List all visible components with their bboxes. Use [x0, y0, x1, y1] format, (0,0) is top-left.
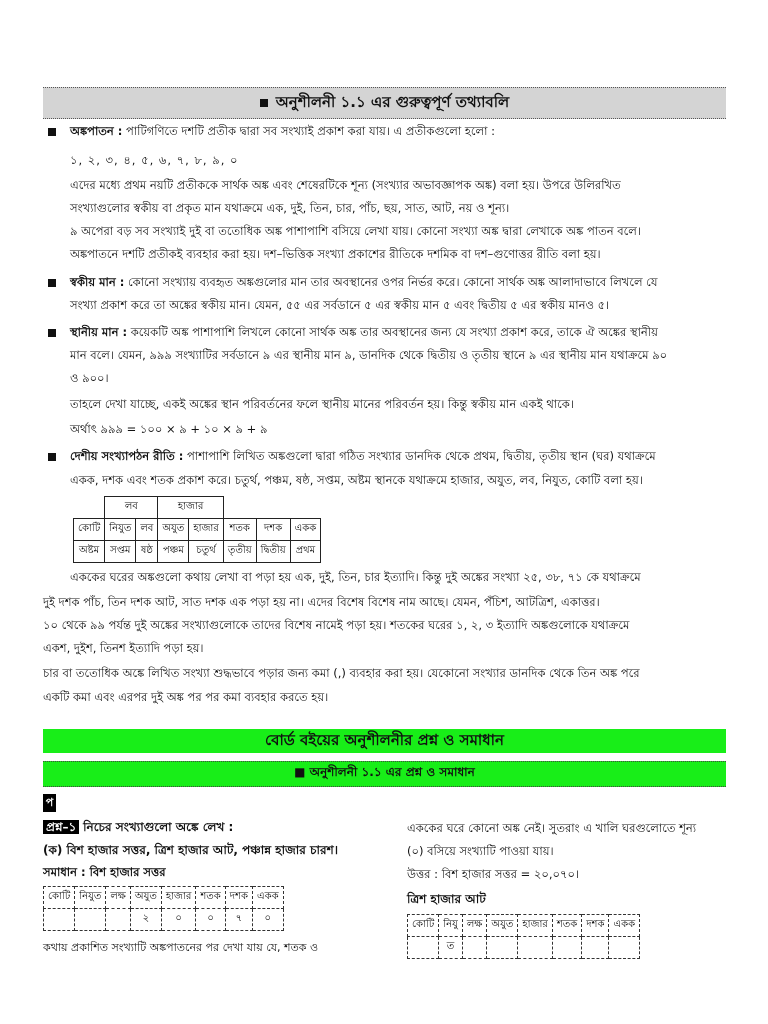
table-cell: লব [136, 519, 158, 541]
text: পাটিগণিতে দশটি প্রতীক দ্বারা সব সংখ্যাই প্রকাশ করা যায়। এ প্রতীকগুলো হলো : [122, 124, 495, 138]
paragraph: (০) বসিয়ে সংখ্যাটি পাওয়া যায়। [407, 844, 554, 858]
table-cell: নিযুত [75, 887, 106, 909]
table-cell [44, 909, 75, 931]
question-text: নিচের সংখ্যাগুলো অঙ্কে লেখ : [83, 820, 234, 834]
answer-line: উত্তর : বিশ হাজার সত্তর = ২০,০৭০। [407, 867, 580, 881]
bullet-swakiyo-man [70, 271, 730, 294]
table-cell: লক্ষ [462, 915, 487, 937]
section-header [43, 87, 726, 119]
table-cell: ৭ [225, 909, 252, 931]
table-cell: ০ [161, 909, 196, 931]
table-cell: কোটি [74, 519, 105, 541]
solution-label: সমাধান : বিশ হাজার সত্তর [43, 865, 166, 879]
paragraph: একক, দশক এবং শতক প্রকাশ করে। চতুর্থ, পঞ্চম, ষষ্ঠ, সপ্তম, অষ্টম স্থানকে যথাক্রমে হাজার, অযুত, লব, নিযুত, কোটি বলা হয়। [70, 473, 643, 487]
table-cell: হাজার [518, 915, 553, 937]
table-cell: নিযু [439, 915, 463, 937]
table-row [408, 915, 640, 937]
table-cell: লক্ষ [106, 887, 131, 909]
square-bullet-icon [260, 99, 268, 107]
table-cell: একক [609, 915, 640, 937]
solution-table-2 [407, 914, 640, 959]
place-value-table [73, 496, 321, 563]
table-cell: ২ [130, 909, 161, 931]
table-cell: অযুত [487, 915, 518, 937]
table-cell: চতুর্থ [189, 541, 224, 563]
question-badge: প্রশ্ন–১ [43, 820, 79, 834]
paragraph: দুই দশক পাঁচ, তিন দশক আট, সাত দশক এক পড়া হয় না। এদের বিশেষ বিশেষ নাম আছে। যেমন, পঁচিশ, আটত্রিশ, একাত্তর। [43, 595, 600, 609]
equation: অর্থাৎ ৯৯৯ = ১০০ × ৯ + ১০ × ৯ + ৯ [70, 422, 268, 436]
group-lakh: লব [105, 497, 158, 519]
table-cell: হাজার [189, 519, 224, 541]
table-cell [106, 909, 131, 931]
solution-table [43, 886, 284, 931]
table-cell: তৃতীয় [223, 541, 256, 563]
table-cell: কোটি [408, 915, 439, 937]
bullet-deshiyo-rit [70, 445, 730, 468]
digits-line: ১, ২, ৩, ৪, ৫, ৬, ৭, ৮, ৯, ০ [70, 153, 239, 167]
square-bullet-icon [48, 453, 56, 461]
paragraph: একশ, দুইশ, তিনশ ইত্যাদি পড়া হয়। [43, 641, 204, 655]
table-cell: শতক [223, 519, 256, 541]
table-cell: সপ্তম [105, 541, 136, 563]
table-cell: হাজার [161, 887, 196, 909]
paragraph: ৯ অপেরা বড় সব সংখ্যাই দুই বা ততোধিক অঙ্ক পাশাপাশি বসিয়ে লেখা যায়। কোনো সংখ্যা অঙ্ক দ্বারা লেখাকে অঙ্ক পাতন বলে। [70, 224, 641, 238]
table-cell: দ্বিতীয় [256, 541, 290, 563]
paragraph: ও ৯০০। [70, 371, 109, 385]
table-cell: দশক [256, 519, 290, 541]
table-cell: দশক [582, 915, 609, 937]
paragraph: কথায় প্রকাশিত সংখ্যাটি অঙ্কপাতনের পর দেখা যায় যে, শতক ও [43, 941, 319, 954]
paragraph: সংখ্যাগুলোর স্বকীয় বা প্রকৃত মান যথাক্রমে এক, দুই, তিন, চার, পাঁচ, ছয়, সাত, আট, নয় ও শূন্য। [70, 201, 510, 215]
table-row [408, 937, 640, 959]
table-cell: ০ [196, 909, 225, 931]
group-hazar: হাজার [158, 497, 223, 519]
table-cell: দশক [225, 887, 252, 909]
question-part-a: (ক) বিশ হাজার সত্তর, ত্রিশ হাজার আট, পঞ্চান্ন হাজার চারশ। [43, 843, 339, 857]
section-title: অনুশীলনী ১.১ এর গুরুত্বপূর্ণ তথ্যাবলি [275, 92, 510, 111]
paragraph: এককের ঘরে কোনো অঙ্ক নেই। সুতরাং এ খালি ঘরগুলোতে শূন্য [407, 821, 697, 835]
table-cell: অযুত [130, 887, 161, 909]
term: স্থানীয় মান : [70, 325, 128, 339]
term: স্বকীয় মান : [70, 275, 125, 289]
table-cell: একক [290, 519, 321, 541]
table-cell: ষষ্ঠ [136, 541, 158, 563]
text: পাশাপাশি লিখিত অঙ্কগুলো দ্বারা গঠিত সংখ্যার ডানদিক থেকে প্রথম, দ্বিতীয়, তৃতীয় স্থান (ঘর) যথাক্রমে [183, 449, 656, 463]
paragraph: সংখ্যা প্রকাশ করে তা অঙ্কের স্বকীয় মান। যেমন, ৫৫ এর সর্বডানে ৫ এর স্বকীয় মান ৫ এবং দ্বিতীয় ৫ এর স্বকীয় মানও ৫। [70, 298, 610, 312]
table-cell: শতক [552, 915, 581, 937]
table-cell: প্রথম [290, 541, 321, 563]
paragraph: চার বা ততোধিক অঙ্কে লিখিত সংখ্যা শুদ্ধভাবে পড়ার জন্য কমা (,) ব্যবহার করা হয়। যেকোনো সংখ্যার ডানদিক থেকে তিন অঙ্ক পরে [43, 666, 640, 680]
table-row [44, 887, 284, 909]
square-bullet-icon [48, 329, 56, 337]
table-cell: ০ [252, 909, 283, 931]
question-line [43, 817, 233, 837]
text: কোনো সংখ্যায় ব্যবহৃত অঙ্কগুলোর মান তার অবস্থানের ওপর নির্ভর করে। কোনো সার্থক অঙ্ক আলাদাভাবে লিখলে যে [124, 275, 658, 289]
table-cell: শতক [196, 887, 225, 909]
table-cell: নিযুত [105, 519, 136, 541]
table-row [74, 541, 321, 563]
square-bullet-icon [48, 128, 56, 136]
square-bullet-icon [48, 279, 56, 287]
table-cell: অষ্টম [74, 541, 105, 563]
table-row [74, 497, 321, 519]
paragraph: তাহলে দেখা যাচ্ছে, একই অঙ্কের স্থান পরিবর্তনের ফলে স্থানীয় মানের পরিবর্তন হয়। কিন্তু স্বকীয় মান একই থাকে। [70, 397, 574, 411]
bullet-sthaniyo-man [70, 321, 730, 344]
term: দেশীয় সংখ্যাপঠন রীতি : [70, 449, 184, 463]
text: কয়েকটি অঙ্ক পাশাপাশি লিখলে কোনো সার্থক অঙ্ক তার অবস্থানের জন্য যে সংখ্যা প্রকাশ করে, তাকে ঐ অঙ্কের স্থানীয় [127, 325, 658, 339]
paragraph: মান বলে। যেমন, ৯৯৯ সংখ্যাটির সর্বডানে ৯ এর স্থানীয় মান ৯, ডানদিক থেকে দ্বিতীয় ও তৃতীয় স্থানে ৯ এর স্থানীয় মান যথাক্রমে ৯০ [70, 348, 668, 362]
bullet-ankapatan [70, 120, 730, 143]
exercise-banner: ■ অনুশীলনী ১.১ এর প্রশ্ন ও সমাধান [43, 761, 726, 787]
paragraph: এদের মধ্যে প্রথম নয়টি প্রতীককে সার্থক অঙ্ক এবং শেষেরটিকে শূন্য (সংখ্যার অভাবজ্ঞাপক অঙ্ক) বলা হয়। উপরে উলিরখিত [70, 178, 621, 192]
board-book-banner: বোর্ড বইয়ের অনুশীলনীর প্রশ্ন ও সমাধান [43, 729, 726, 753]
table-row [74, 519, 321, 541]
sub-heading: ত্রিশ হাজার আট [407, 892, 486, 906]
table-cell: ত [439, 937, 463, 959]
term: অঙ্কপাতন : [70, 124, 123, 138]
paragraph: অঙ্কপাতনে দশটি প্রতীকই ব্যবহার করা হয়। দশ–ভিত্তিক সংখ্যা প্রকাশের রীতিকে দশমিক বা দশ–গুণোত্তর রীতি বলা হয়। [70, 247, 601, 261]
table-row [44, 909, 284, 931]
marker-badge: প [43, 794, 56, 812]
paragraph: ১০ থেকে ৯৯ পর্যন্ত দুই অঙ্কের সংখ্যাগুলোকে তাদের বিশেষ নামেই পড়া হয়। শতকের ঘরের ১, ২, ৩ ইত্যাদি অঙ্কগুলোকে যথাক্রমে [43, 618, 630, 632]
table-cell: পঞ্চম [158, 541, 189, 563]
table-cell: একক [252, 887, 283, 909]
paragraph: এককের ঘরের অঙ্কগুলো কথায় লেখা বা পড়া হয় এক, দুই, তিন, চার ইত্যাদি। কিন্তু দুই অঙ্কের সংখ্যা ২৫, ৩৮, ৭১ কে যথাক্রমে [70, 570, 641, 584]
table-cell: অযুত [158, 519, 189, 541]
table-cell [75, 909, 106, 931]
paragraph: একটি কমা এবং এরপর দুই অঙ্ক পর পর কমা ব্যবহার করতে হয়। [43, 690, 329, 704]
table-cell: কোটি [44, 887, 75, 909]
